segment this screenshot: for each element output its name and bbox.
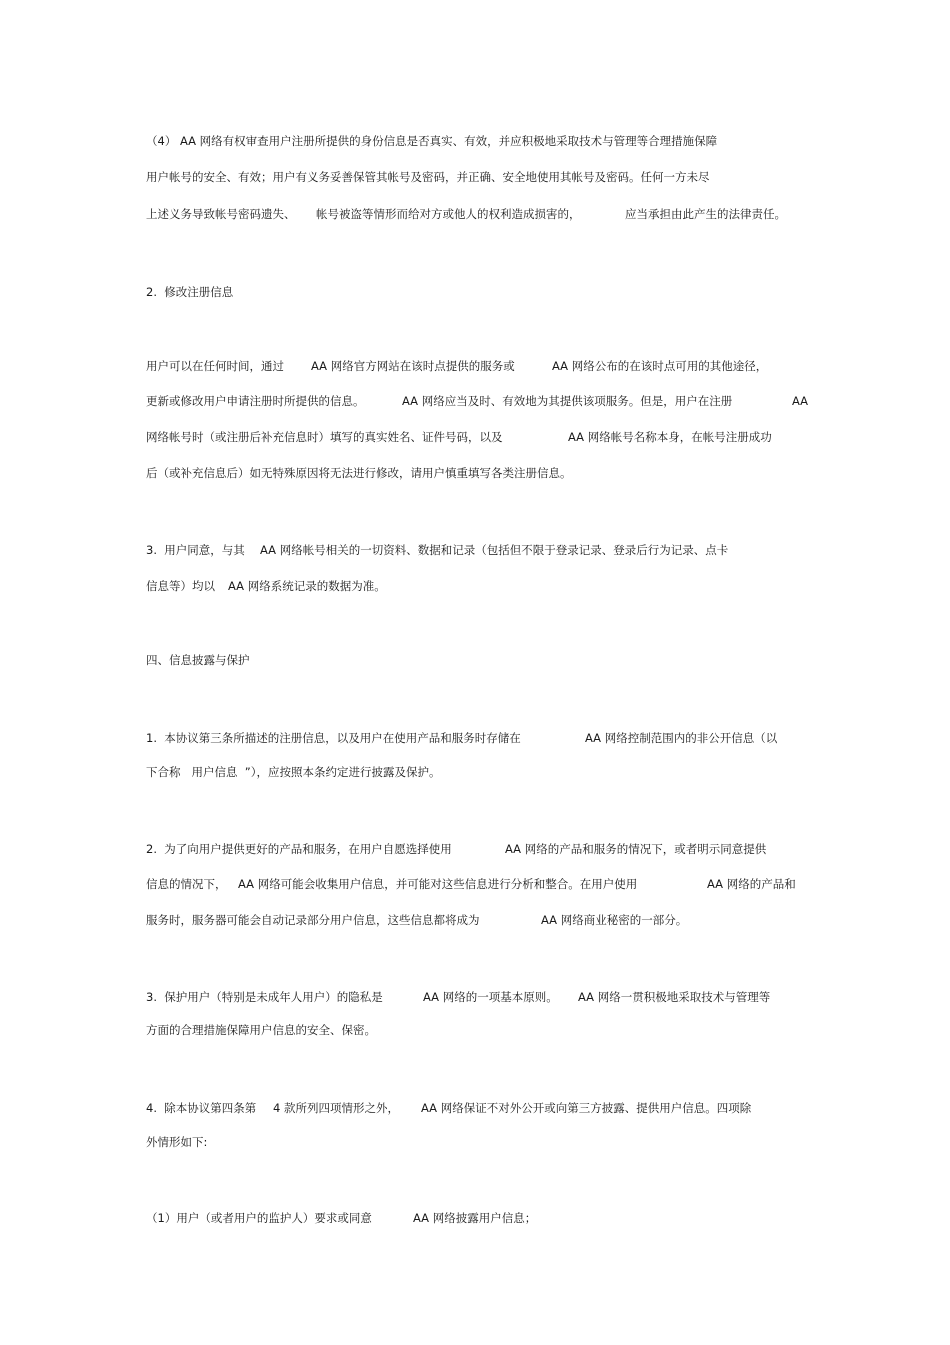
paragraph-line bbox=[0, 540, 950, 560]
paragraph-line bbox=[0, 576, 950, 596]
text-segment: 用户可以在任何时间，通过 bbox=[146, 359, 284, 373]
text-segment: 3. 用户同意，与其 bbox=[146, 543, 245, 557]
paragraph-line bbox=[0, 1020, 950, 1040]
paragraph-line bbox=[0, 728, 950, 748]
text-segment: 服务时，服务器可能会自动记录部分用户信息，这些信息都将成为 bbox=[146, 913, 480, 927]
paragraph-line bbox=[0, 131, 950, 151]
text-segment: 4 款所列四项情形之外， bbox=[273, 1101, 399, 1115]
section-heading bbox=[0, 282, 950, 302]
text-segment: AA 网络的产品和服务的情况下，或者明示同意提供 bbox=[505, 842, 767, 856]
text-segment: 用户帐号的安全、有效；用户有义务妥善保管其帐号及密码，并正确、安全地使用其帐号及密码。任何一方未尽 bbox=[146, 170, 710, 184]
text-segment: 外情形如下: bbox=[146, 1135, 208, 1149]
text-segment: AA 网络应当及时、有效地为其提供该项服务。但是，用户在注册 bbox=[402, 394, 733, 408]
text-segment: AA 网络帐号相关的一切资料、数据和记录（包括但不限于登录记录、登录后行为记录、点卡 bbox=[260, 543, 729, 557]
text-segment: AA bbox=[792, 394, 809, 408]
text-segment: 方面的合理措施保障用户信息的安全、保密。 bbox=[146, 1023, 376, 1037]
paragraph-line bbox=[0, 204, 950, 224]
text-segment: AA 网络可能会收集用户信息，并可能对这些信息进行分析和整合。在用户使用 bbox=[238, 877, 638, 891]
text-segment: 1. 本协议第三条所描述的注册信息，以及用户在使用产品和服务时存储在 bbox=[146, 731, 521, 745]
text-segment: AA 网络系统记录的数据为准。 bbox=[228, 579, 386, 593]
text-segment: AA 网络商业秘密的一部分。 bbox=[541, 913, 688, 927]
text-segment: 信息等）均以 bbox=[146, 579, 215, 593]
text-segment: 2. 为了向用户提供更好的产品和服务，在用户自愿选择使用 bbox=[146, 842, 452, 856]
text-segment: 应当承担由此产生的法律责任。 bbox=[625, 207, 786, 221]
text-segment: AA 网络的一项基本原则。 bbox=[423, 990, 558, 1004]
text-segment: AA 网络官方网站在该时点提供的服务或 bbox=[311, 359, 515, 373]
text-segment: 4. 除本协议第四条第 bbox=[146, 1101, 257, 1115]
paragraph-line bbox=[0, 1132, 950, 1152]
paragraph-line bbox=[0, 1208, 950, 1228]
text-segment: AA 网络披露用户信息； bbox=[413, 1211, 537, 1225]
text-segment: 信息的情况下， bbox=[146, 877, 227, 891]
paragraph-line bbox=[0, 463, 950, 483]
text-segment: AA 网络一贯积极地采取技术与管理等 bbox=[578, 990, 771, 1004]
paragraph-line bbox=[0, 391, 950, 411]
paragraph-line bbox=[0, 874, 950, 894]
paragraph-line bbox=[0, 167, 950, 187]
paragraph-line bbox=[0, 427, 950, 447]
section-heading bbox=[0, 650, 950, 670]
paragraph-line bbox=[0, 762, 950, 782]
text-segment: （4） AA 网络有权审查用户注册所提供的身份信息是否真实、有效，并应积极地采取技术与管理等合理措施保障 bbox=[146, 134, 718, 148]
text-segment: AA 网络保证不对外公开或向第三方披露、提供用户信息。四项除 bbox=[421, 1101, 752, 1115]
paragraph-line bbox=[0, 910, 950, 930]
text-segment: 四、信息披露与保护 bbox=[146, 653, 250, 667]
text-segment: 2. 修改注册信息 bbox=[146, 285, 234, 299]
paragraph-line bbox=[0, 1098, 950, 1118]
text-segment: 上述义务导致帐号密码遗失、 bbox=[146, 207, 296, 221]
text-segment: AA 网络的产品和 bbox=[707, 877, 796, 891]
text-segment: AA 网络公布的在该时点可用的其他途径， bbox=[552, 359, 768, 373]
text-segment: AA 网络控制范围内的非公开信息（以 bbox=[585, 731, 778, 745]
text-segment: 3. 保护用户（特别是未成年人用户）的隐私是 bbox=[146, 990, 383, 1004]
text-segment: 后（或补充信息后）如无特殊原因将无法进行修改，请用户慎重填写各类注册信息。 bbox=[146, 466, 572, 480]
paragraph-line bbox=[0, 987, 950, 1007]
text-segment: AA 网络帐号名称本身，在帐号注册成功 bbox=[568, 430, 772, 444]
text-segment: 更新或修改用户申请注册时所提供的信息。 bbox=[146, 394, 365, 408]
paragraph-line bbox=[0, 356, 950, 376]
text-segment: 帐号被盗等情形而给对方或他人的权利造成损害的， bbox=[316, 207, 581, 221]
text-segment: （1）用户（或者用户的监护人）要求或同意 bbox=[146, 1211, 372, 1225]
paragraph-line bbox=[0, 839, 950, 859]
text-segment: 下合称 用户信息 ”），应按照本条约定进行披露及保护。 bbox=[146, 765, 441, 779]
text-segment: 网络帐号时（或注册后补充信息时）填写的真实姓名、证件号码，以及 bbox=[146, 430, 503, 444]
